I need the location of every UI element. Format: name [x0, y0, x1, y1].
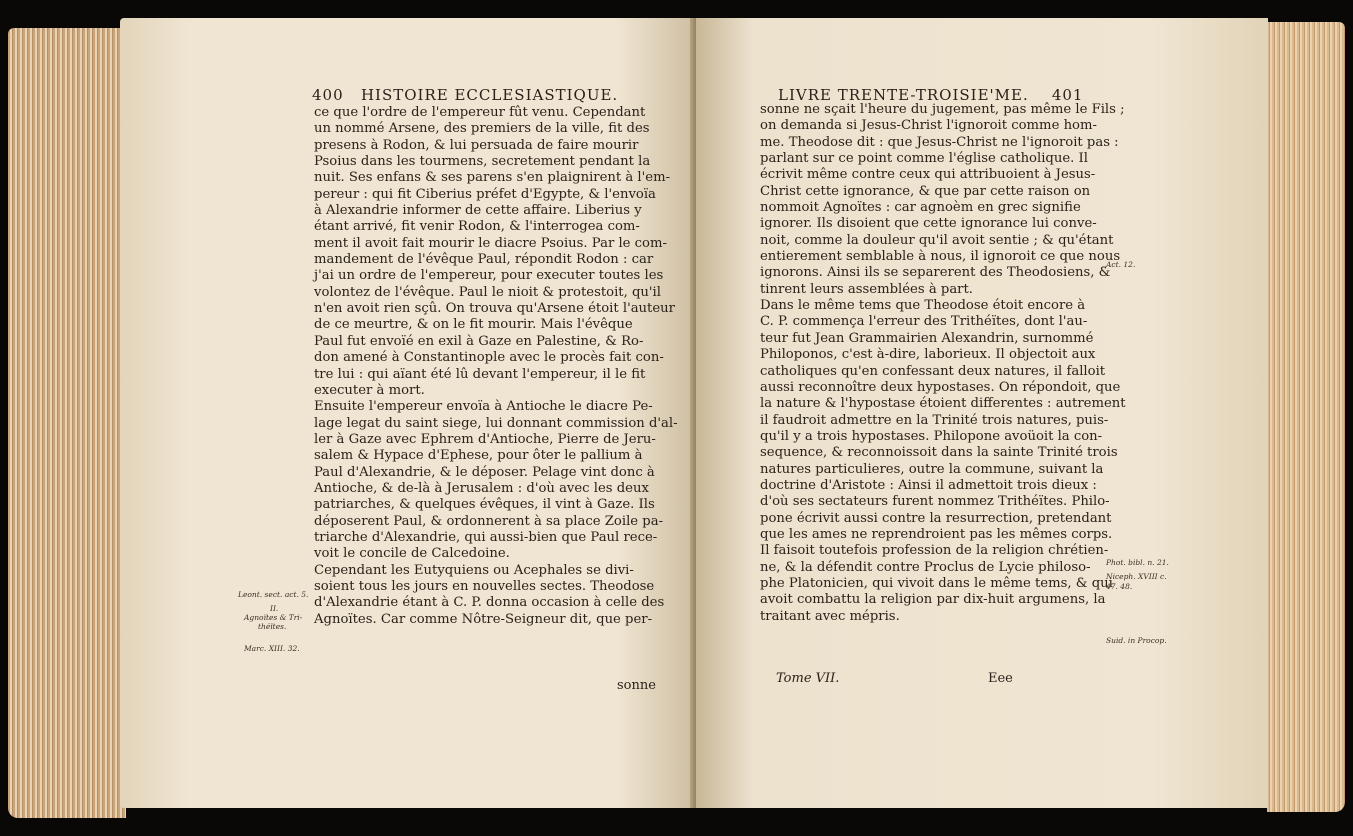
text-line: pone écrivit aussi contre la resurrection, pretendant [760, 510, 1112, 526]
left-margin-note: théïtes. [258, 622, 287, 631]
right-page-number: 401 [1051, 86, 1084, 104]
right-page-edges [1267, 22, 1345, 812]
text-line: soient tous les jours en nouvelles sectes. Theodose [314, 578, 655, 594]
right-running-title: LIVRE TRENTE-TROISIE'ME. [778, 86, 1029, 104]
text-line: teur fut Jean Grammairien Alexandrin, surnommé [760, 330, 1094, 346]
text-line: parlant sur ce point comme l'église catholique. Il [760, 151, 1088, 167]
text-line: don amené à Constantinople avec le procès fait con- [314, 350, 664, 366]
text-line: déposerent Paul, & ordonnerent à sa place Zoile pa- [314, 513, 664, 529]
text-line: nommoit Agnoïtes : car agnoèm en grec signifie [760, 200, 1081, 216]
text-line: nuit. Ses enfans & ses parens s'en plaignirent à l'em- [314, 170, 671, 186]
left-page [120, 18, 698, 808]
text-line: Agnoïtes. Car comme Nôtre-Seigneur dit, que per- [314, 611, 653, 627]
text-line: Antioche, & de-là à Jerusalem : d'où avec les deux [314, 480, 649, 496]
text-line: ignorer. Ils disoient que cette ignorance lui conve- [760, 216, 1097, 232]
text-line: ignorons. Ainsi ils se separerent des Theodosiens, & [760, 265, 1111, 281]
signature-mark: Eee [988, 671, 1013, 686]
right-margin-note: Act. 12. [1106, 260, 1136, 269]
text-line: n'en avoit rien sçû. On trouva qu'Arsene étoit l'auteur [314, 301, 675, 317]
text-line: avoit combattu la religion par dix-huit argumens, la [760, 592, 1106, 608]
right-margin-note: Suid. in Procop. [1106, 636, 1167, 645]
text-line: C. P. commença l'erreur des Trithéïtes, dont l'au- [760, 314, 1088, 330]
left-body-text [314, 105, 678, 628]
text-line: de ce meurtre, & on le fit mourir. Mais l'évêque [314, 317, 633, 333]
text-line: catholiques qu'en confessant deux natures, il falloit [760, 363, 1106, 379]
text-line: tinrent leurs assemblées à part. [760, 281, 973, 297]
volume-footer: Tome VII. [776, 671, 840, 686]
text-line: d'où ses sectateurs furent nommez Trithéïtes. Philo- [760, 494, 1110, 510]
left-page-edges [8, 28, 126, 818]
left-page-number: 400 [312, 86, 344, 104]
left-margin-note: Marc. XIII. 32. [244, 644, 300, 653]
text-line: Psoius dans les tourmens, secretement pendant la [314, 154, 651, 170]
text-line: tre lui : qui aïant été lû devant l'empereur, il le fit [314, 366, 646, 382]
text-line: ment il avoit fait mourir le diacre Psoius. Par le com- [314, 235, 667, 251]
text-line: executer à mort. [314, 382, 425, 398]
text-line: phe Platonicien, qui vivoit dans le même tems, & qui [760, 575, 1113, 591]
text-line: d'Alexandrie étant à C. P. donna occasion à celle des [314, 595, 665, 611]
text-line: presens à Rodon, & lui persuada de faire mourir [314, 137, 639, 153]
text-line: qu'il y a trois hypostases. Philopone avoüoit la con- [760, 428, 1103, 444]
text-line: que les ames ne reprendroient pas les mêmes corps. [760, 526, 1113, 542]
right-page [696, 18, 1268, 808]
text-line: lage legat du saint siege, lui donnant commission d'al- [314, 415, 678, 431]
text-line: on demanda si Jesus-Christ l'ignoroit comme hom- [760, 118, 1097, 134]
text-line: pereur : qui fit Ciberius préfet d'Egypte, & l'envoïa [314, 186, 656, 202]
text-line: Dans le même tems que Theodose étoit encore à [760, 298, 1086, 314]
text-line: j'ai un ordre de l'empereur, pour executer toutes les [314, 268, 664, 284]
left-running-title: HISTOIRE ECCLESIASTIQUE. [360, 86, 619, 104]
text-line: voit le concile de Calcedoine. [314, 546, 510, 562]
right-margin-note: Niceph. XVIII c. [1106, 572, 1167, 581]
right-margin-note: 47. 48. [1106, 582, 1133, 591]
text-line: mandement de l'évêque Paul, répondit Rodon : car [314, 252, 654, 268]
text-line: triarche d'Alexandrie, qui aussi-bien que Paul rece- [314, 529, 658, 545]
left-catchword: sonne [617, 678, 656, 693]
text-line: Christ cette ignorance, & que par cette raison on [760, 183, 1091, 199]
text-line: sequence, & reconnoissoit dans la sainte Trinité trois [760, 445, 1118, 461]
text-line: doctrine d'Aristote : Ainsi il admettoit trois dieux : [760, 477, 1097, 493]
text-line: aussi reconnoître deux hypostases. On répondoit, que [760, 379, 1121, 395]
left-margin-note: Agnoïtes & Tri- [244, 613, 303, 622]
text-line: ne, & la défendit contre Proclus de Lycie philoso- [760, 559, 1091, 575]
text-line: patriarches, & quelques évêques, il vint à Gaze. Ils [314, 497, 655, 513]
text-line: ce que l'ordre de l'empereur fût venu. Cependant [314, 105, 646, 120]
text-line: Paul fut envoïé en exil à Gaze en Palestine, & Ro- [314, 333, 644, 349]
text-line: il faudroit admettre en la Trinité trois natures, puis- [760, 412, 1109, 428]
text-line: à Alexandrie informer de cette affaire. Liberius y [314, 203, 642, 219]
text-line: Cependant les Eutyquiens ou Acephales se divi- [314, 562, 634, 578]
text-line: étant arrivé, fit venir Rodon, & l'interrogea com- [314, 219, 640, 235]
text-line: Paul d'Alexandrie, & le déposer. Pelage vint donc à [314, 464, 655, 480]
left-margin-note: Leont. sect. act. 5. [238, 590, 309, 599]
text-line: ler à Gaze avec Ephrem d'Antioche, Pierre de Jeru- [314, 431, 656, 447]
text-line: noit, comme la douleur qu'il avoit sentie ; & qu'étant [760, 232, 1114, 248]
text-line: salem & Hypace d'Ephese, pour ôter le pallium à [314, 448, 643, 464]
left-running-head [312, 86, 618, 104]
text-line: sonne ne sçait l'heure du jugement, pas même le Fils ; [760, 102, 1125, 117]
text-line: entierement semblable à nous, il ignoroit ce que nous [760, 249, 1121, 265]
text-line: traitant avec mépris. [760, 608, 900, 624]
text-line: Philoponos, c'est à-dire, laborieux. Il objectoit aux [760, 347, 1096, 363]
right-margin-note: Phot. bibl. n. 21. [1106, 558, 1169, 567]
text-line: écrivit même contre ceux qui attribuoient à Jesus- [760, 167, 1096, 183]
open-book [8, 18, 1345, 826]
text-line: Il faisoit toutefois profession de la religion chrétien- [760, 543, 1109, 559]
text-line: la nature & l'hypostase étoient differentes : autrement [760, 396, 1126, 412]
left-margin-note: II. [270, 604, 279, 613]
text-line: un nommé Arsene, des premiers de la ville, fit des [314, 121, 650, 137]
text-line: me. Theodose dit : que Jesus-Christ ne l'ignoroit pas : [760, 134, 1119, 150]
text-line: natures particulieres, outre la commune, suivant la [760, 461, 1104, 477]
text-line: volontez de l'évêque. Paul le nioit & protestoit, qu'il [314, 284, 661, 300]
text-line: Ensuite l'empereur envoïa à Antioche le diacre Pe- [314, 399, 653, 415]
